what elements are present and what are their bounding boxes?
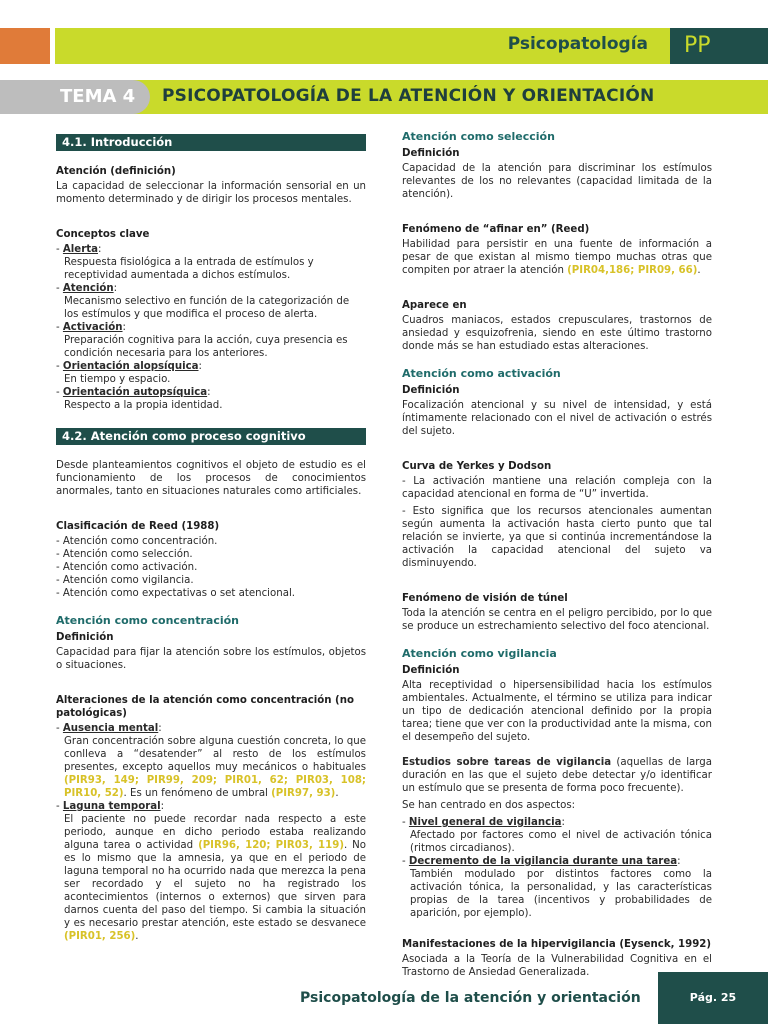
tunnel-text: Toda la atención se centra en el peligro percibido, por lo que se produce un estrechamiento selectivo del foco atencional.	[402, 608, 712, 632]
studies-heading: Estudios sobre tareas de vigilancia	[402, 757, 612, 768]
reed-item: - Atención como activación.	[56, 562, 198, 573]
level-item: - Nivel general de vigilancia:	[402, 817, 565, 828]
concepts-list	[56, 243, 366, 412]
hypervigilance-text: Asociada a la Teoría de la Vulnerabilidad Cognitiva en el Trastorno de Ansiedad Generalizada.	[402, 954, 712, 978]
vigilance-def-text: Alta receptividad o hipersensibilidad hacia los estímulos ambientales. Actualmente, el término se utiliza para indicar un tipo de dedicación atencional definido por la propia tarea; tiene que ver con la productividad ante la misma, con el desempeño del sujeto.	[402, 680, 712, 743]
reed-heading: Clasificación de Reed (1988)	[56, 521, 220, 532]
pir-ref: (PIR97, 93)	[271, 788, 336, 799]
footer-title: Psicopatología de la atención y orientación	[300, 990, 641, 1006]
tema-title: PSICOPATOLOGÍA DE LA ATENCIÓN Y ORIENTACIÓN	[162, 86, 655, 106]
absence-item: - Ausencia mental:	[56, 723, 162, 734]
header-badge: PP	[670, 28, 768, 64]
concept-item: - Atención:	[56, 283, 118, 294]
page-number: Pág. 25	[658, 972, 768, 1024]
level-desc: Afectado por factores como el nivel de activación tónica (ritmos circadianos).	[410, 830, 712, 854]
reed-item: - Atención como selección.	[56, 549, 193, 560]
yerkes-heading: Curva de Yerkes y Dodson	[402, 461, 552, 472]
concept-item: - Alerta:	[56, 244, 102, 255]
concept-desc: Mecanismo selectivo en función de la categorización de los estímulos y que modifica el proceso de alerta.	[64, 296, 350, 320]
centered-text: Se han centrado en dos aspectos:	[402, 800, 576, 811]
selection-def-text: Capacidad de la atención para discriminar los estímulos relevantes de los no relevantes (capacidad limitada de la atención).	[402, 163, 712, 200]
pir-ref: (PIR01, 256)	[64, 931, 136, 942]
reed-list	[56, 535, 366, 600]
cognitive-text: Desde planteamientos cognitivos el objeto de estudio es el funcionamiento de los procesos de conocimientos anormales, tanto en situaciones naturales como artificiales.	[56, 460, 366, 497]
aparece-text: Cuadros maniacos, estados crepusculares, trastornos de ansiedad y esquizofrenia, siendo en este último trastorno donde más se han estudiado estas alteraciones.	[402, 315, 712, 352]
activation-def-label: Definición	[402, 385, 460, 396]
gap-desc: El paciente no puede recordar nada respecto a este periodo, aunque en dicho periodo estaba realizando alguna tarea o actividad (PIR96, 120; PIR03, 119). No es lo mismo que la amnesia, ya que en el periodo de laguna temporal no ha ocurrido nada que merezca la pena ser recordado y el sujeto no ha registrado los acontecimientos (internos o externos) que sirven para darnos cuenta del paso del tiempo. Si cambia la situación y es necesario prestar atención, este estado se desvanece (PIR01, 256).	[64, 814, 367, 942]
definition-heading: Atención (definición)	[56, 166, 176, 177]
decrement-desc: También modulado por distintos factores como la activación tónica, la personalidad, y las características propias de la tarea (incentivos y probabilidades de aparición, por ejemplo).	[410, 869, 712, 919]
yerkes-item: - Esto significa que los recursos atencionales aumentan según aumenta la activación hasta cierto punto que tal relación se invierte, ya que si continúa incrementándose la activación la capacidad atencional del sujeto va disminuyendo.	[402, 506, 712, 569]
concept-desc: Respecto a la propia identidad.	[64, 400, 223, 411]
selection-def-label: Definición	[402, 148, 460, 159]
pir-ref: (PIR96, 120; PIR03, 119)	[198, 840, 344, 851]
concentration-def-label: Definición	[56, 632, 114, 643]
concept-desc: En tiempo y espacio.	[64, 374, 171, 385]
concepts-heading: Conceptos clave	[56, 229, 150, 240]
concept-item: - Orientación alopsíquica:	[56, 361, 202, 372]
decrement-item: - Decremento de la vigilancia durante una tarea:	[402, 856, 681, 867]
hypervigilance-heading: Manifestaciones de la hipervigilancia (Eysenck, 1992)	[402, 939, 712, 950]
activation-heading: Atención como activación	[402, 367, 561, 380]
reed-item: - Atención como concentración.	[56, 536, 218, 547]
concept-desc: Preparación cognitiva para la acción, cuya presencia es condición necesaria para los anteriores.	[64, 335, 348, 359]
yerkes-item: - La activación mantiene una relación compleja con la capacidad atencional en forma de “U” invertida.	[402, 476, 712, 500]
header-title: Psicopatología	[507, 34, 648, 54]
afinar-heading: Fenómeno de “afinar en” (Reed)	[402, 224, 590, 235]
orange-block	[0, 28, 50, 64]
concept-item: - Orientación autopsíquica:	[56, 387, 211, 398]
tunnel-heading: Fenómeno de visión de túnel	[402, 593, 568, 604]
concentration-heading: Atención como concentración	[56, 614, 240, 627]
selection-heading: Atención como selección	[402, 130, 555, 143]
tema-label: TEMA 4	[0, 80, 150, 114]
section-head-intro: 4.1. Introducción	[56, 134, 366, 151]
gap-item: - Laguna temporal:	[56, 801, 165, 812]
pir-ref: (PIR04,186; PIR09, 66)	[567, 265, 698, 276]
afinar-text: Habilidad para persistir en una fuente de información a pesar de que existan al mismo tiempo muchas otras que compiten por atraer la atención (PIR04,186; PIR09, 66).	[402, 239, 712, 276]
concept-item: - Activación:	[56, 322, 126, 333]
right-column	[402, 128, 712, 983]
alterations-heading: Alteraciones de la atención como concentración (no patológicas)	[56, 695, 354, 719]
studies-text: Estudios sobre tareas de vigilancia (aquellas de larga duración en las que el sujeto debe detectar y/o identificar un estímulo que se presenta de forma poco frecuente).	[402, 757, 712, 794]
vigilance-heading: Atención como vigilancia	[402, 647, 557, 660]
pir-ref: (PIR93, 149; PIR99, 209; PIR01, 62; PIR03, 108; PIR10, 52)	[64, 775, 366, 799]
absence-desc: Gran concentración sobre alguna cuestión concreta, lo que conlleva a “desatender” al resto de los estímulos presentes, excepto aquellos muy mecánicos o habituales (PIR93, 149; PIR99, 209; PIR01, 62; PIR03, 108; PIR10, 52). Es un fenómeno de umbral (PIR97, 93).	[64, 736, 366, 799]
left-column	[56, 128, 366, 943]
concept-desc: Respuesta fisiológica a la entrada de estímulos y receptividad aumentada a dichos estímulos.	[64, 257, 314, 281]
aparece-heading: Aparece en	[402, 300, 467, 311]
reed-item: - Atención como expectativas o set atencional.	[56, 588, 296, 599]
top-bar	[0, 0, 768, 70]
vigilance-def-label: Definición	[402, 665, 460, 676]
concentration-def-text: Capacidad para fijar la atención sobre los estímulos, objetos o situaciones.	[56, 647, 366, 671]
activation-def-text: Focalización atencional y su nivel de intensidad, y está íntimamente relacionado con el nivel de activación o estrés del sujeto.	[402, 400, 712, 437]
definition-text: La capacidad de seleccionar la información sensorial en un momento determinado y de dirigir los procesos mentales.	[56, 181, 366, 205]
section-head-cognitive: 4.2. Atención como proceso cognitivo	[56, 428, 366, 445]
reed-item: - Atención como vigilancia.	[56, 575, 194, 586]
